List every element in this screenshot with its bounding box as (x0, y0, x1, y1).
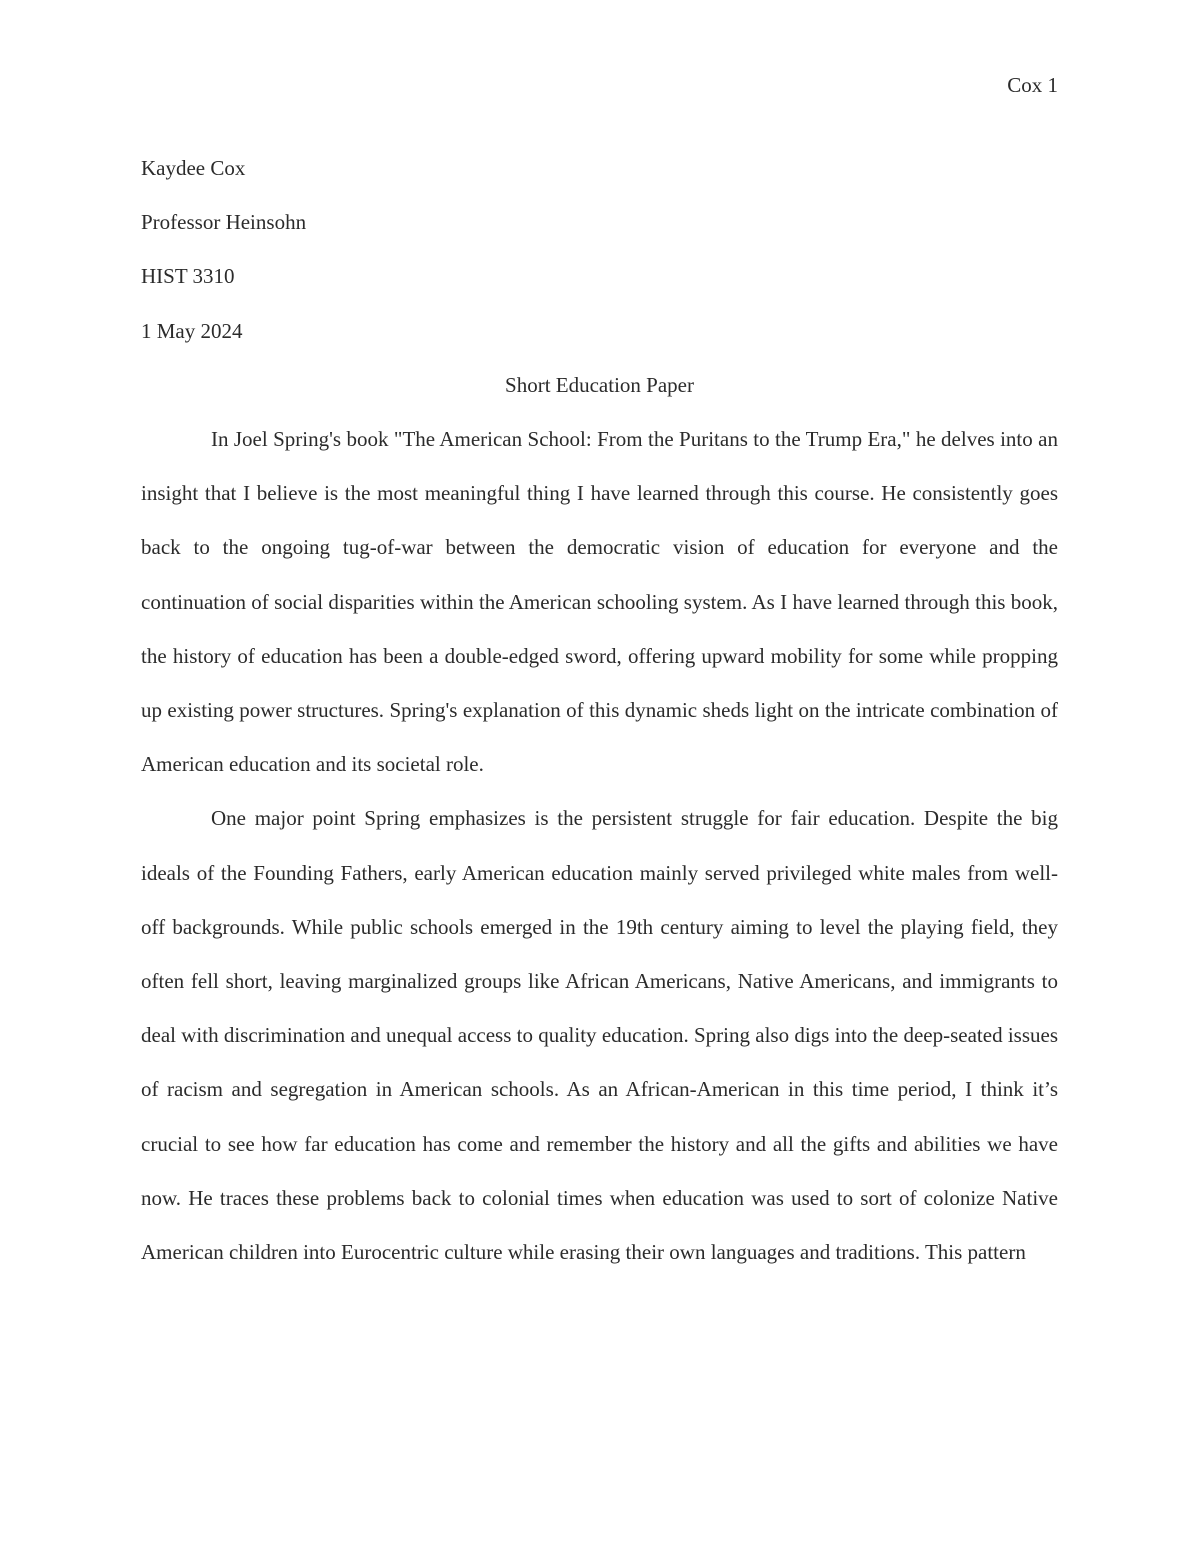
running-head: Cox 1 (1007, 73, 1058, 97)
submission-date: 1 May 2024 (141, 318, 243, 343)
paragraph-1 (141, 412, 1058, 791)
instructor-name: Professor Heinsohn (141, 210, 307, 235)
document-body (141, 141, 1058, 1279)
author-name: Kaydee Cox (141, 156, 246, 180)
paragraph-2-text: One major point Spring emphasizes is the persistent struggle for fair education. Despite the big ideals of the Founding Fathers, early American education mainly served privileged white males from well-off backgrounds. While public schools emerged in the 19th century aiming to level the playing field, they often fell short, leaving marginalized groups like African Americans, Native Americans, and immigrants to deal with discrimination and unequal access to quality education. Spring also digs into the deep-seated issues of racism and segregation in American schools. As an African-American in this time period, I think it’s crucial to see how far education has come and remember the history and all the gifts and abilities we have now. He traces these problems back to colonial times when education was used to sort of colonize Native American children into Eurocentric culture while erasing their own languages and traditions. This pattern (141, 806, 1058, 1265)
course-code: HIST 3310 (141, 264, 235, 289)
paper-title: Short Education Paper (505, 372, 694, 397)
paragraph-2 (141, 791, 1058, 1279)
paragraph-1-text: In Joel Spring's book "The American School: From the Puritans to the Trump Era," he delves into an insight that I believe is the most meaningful thing I have learned through this course. He consistently goes back to the ongoing tug-of-war between the democratic vision of education for everyone and the continuation of social disparities within the American schooling system. As I have learned through this book, the history of education has been a double-edged sword, offering upward mobility for some while propping up existing power structures. Spring's explanation of this dynamic sheds light on the intricate combination of American education and its societal role. (141, 427, 1058, 777)
